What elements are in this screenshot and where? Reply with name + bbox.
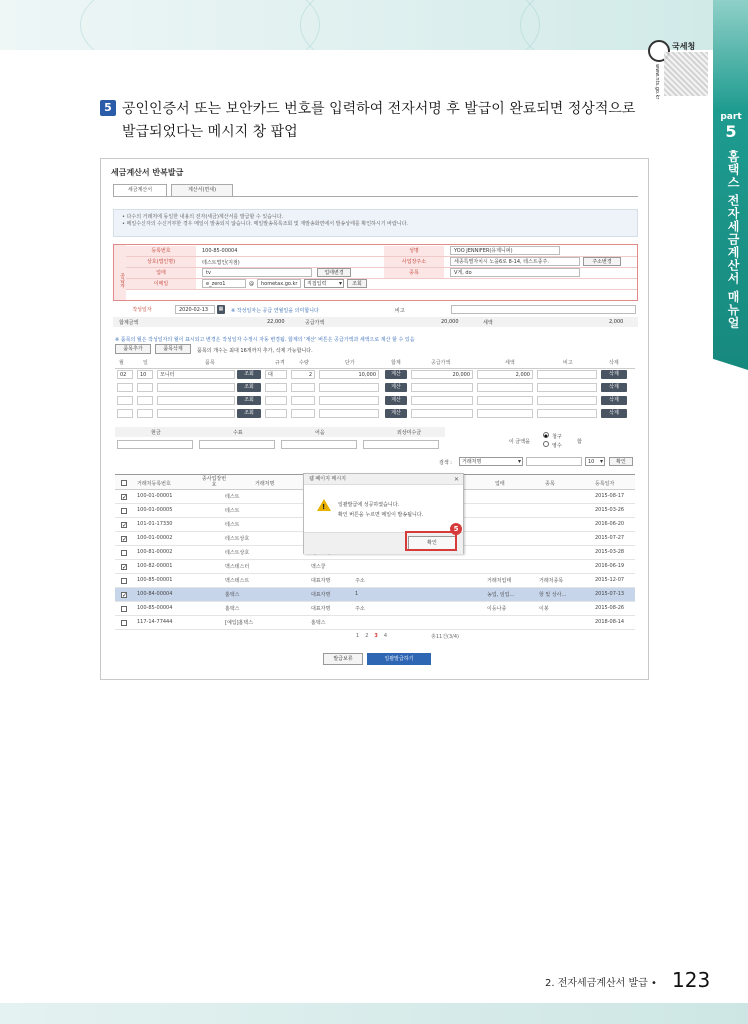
address-field[interactable]: 세종특별자치시 노을6로 8-14, 테스트종주. xyxy=(450,257,580,266)
tab-tax-invoice[interactable]: 세금계산서 xyxy=(113,184,167,196)
decor-ring xyxy=(80,0,320,50)
ok-button-highlight xyxy=(405,531,457,551)
col-sum: 합계 xyxy=(391,360,401,366)
row-checkbox[interactable] xyxy=(121,606,127,612)
total-label: 합계금액 xyxy=(119,320,139,326)
partner-list-row[interactable] xyxy=(115,616,635,630)
add-item-button[interactable]: 품목추가 xyxy=(115,344,151,354)
page-link[interactable]: 3 xyxy=(374,633,378,639)
col-tax: 세액 xyxy=(505,360,515,366)
partner-name: 홈택스 xyxy=(225,606,240,612)
partner-business-item: 거래처종목 xyxy=(539,578,564,584)
change-business-type-button[interactable]: 업태변경 xyxy=(317,268,351,277)
qr-code-icon xyxy=(664,52,708,96)
brand-url: www.nts.go.kr xyxy=(654,64,660,100)
partner-reg-number: 100-84-00004 xyxy=(137,591,173,597)
footer-bullet: • xyxy=(651,978,657,989)
dialog-title: 웹 페이지 메시지 xyxy=(304,474,463,485)
delete-item-button[interactable]: 품목삭제 xyxy=(155,344,191,354)
remark-label: 비고 xyxy=(395,308,405,314)
partner-registered-date: 2018-08-14 xyxy=(595,619,625,625)
totals-row xyxy=(113,317,638,327)
item-name-field[interactable] xyxy=(157,396,235,405)
partner-registered-date: 2016-06-19 xyxy=(595,563,625,569)
screenshot-frame xyxy=(100,158,649,680)
business-type-field[interactable]: tv xyxy=(202,268,312,277)
partner-ceo: 맥스쿵 xyxy=(311,564,326,570)
row-checkbox[interactable]: ✓ xyxy=(122,536,128,543)
search-confirm-button[interactable]: 확인 xyxy=(609,457,633,466)
receivable-field[interactable] xyxy=(363,440,439,449)
brand-label: 국세청 xyxy=(672,42,696,51)
search-field-select[interactable]: 거래처명 ▾ xyxy=(459,457,523,466)
item-lookup-button[interactable]: 조회 xyxy=(237,370,261,379)
item-delete-button[interactable]: 삭제 xyxy=(601,370,627,379)
check-label: 수표 xyxy=(233,430,243,436)
note-label: 어음 xyxy=(315,430,325,436)
items-limit-note: 품목의 개수는 최대 16개까지 추가, 삭제 가능합니다. xyxy=(197,348,313,354)
col-remark: 비고 xyxy=(563,360,573,366)
col-delete: 삭제 xyxy=(609,360,619,366)
page-link[interactable]: 2 xyxy=(365,633,369,639)
date-note: ※ 작성일자는 공급 연월일을 의미합니다 xyxy=(231,308,319,314)
email-label: 이메일 xyxy=(126,279,196,289)
claim-radio[interactable]: ● xyxy=(544,433,548,438)
claim-label: 청구 xyxy=(552,434,562,440)
item-calc-button[interactable]: 계산 xyxy=(385,396,407,405)
partner-ceo: 대표자명 xyxy=(311,578,331,584)
partner-reg-number: 100-85-00001 xyxy=(137,577,173,583)
item-spec-field[interactable] xyxy=(265,383,287,392)
page-size-select[interactable]: 10 ▾ xyxy=(585,457,605,466)
partner-name: 홈택스 xyxy=(225,592,240,598)
name-label: 성명 xyxy=(384,246,444,256)
partner-business-item: 항 및 상사… xyxy=(539,592,567,598)
qr-brand-block xyxy=(648,40,710,98)
partner-list-row[interactable] xyxy=(115,588,635,602)
cash-label: 현금 xyxy=(151,430,161,436)
reg-number-value: 100-85-00004 xyxy=(202,248,238,254)
email-lookup-button[interactable]: 조회 xyxy=(347,279,367,288)
col-registered-date: 등록일자 xyxy=(595,481,615,487)
side-title: 홈택스 전자세금계산서 매뉴얼 xyxy=(726,150,740,330)
col-qty: 수량 xyxy=(299,360,309,366)
name-field[interactable]: YOO JENNIFER(유제니퍼) xyxy=(450,246,560,255)
item-lookup-button[interactable]: 조회 xyxy=(237,396,261,405)
partner-reg-number: 100-82-00001 xyxy=(137,563,173,569)
row-checkbox[interactable]: ✓ xyxy=(122,592,128,599)
dialog-message xyxy=(338,500,458,520)
notice-line: • 다수의 거래처에 동일한 내용의 전자(세금)계산서를 발급할 수 있습니다. xyxy=(122,214,284,220)
note-field[interactable] xyxy=(281,440,357,449)
item-lookup-button[interactable]: 조회 xyxy=(237,383,261,392)
partner-reg-number: 100-85-00004 xyxy=(137,605,173,611)
supplier-section xyxy=(113,244,638,301)
partner-name: 테스트 xyxy=(225,508,240,514)
company-value: 테스트법인(지점) xyxy=(202,260,240,266)
row-checkbox[interactable]: ✓ xyxy=(122,564,128,571)
item-spec-field[interactable] xyxy=(265,396,287,405)
pager-total: 총11건(3/4) xyxy=(431,634,459,640)
footer-section-title xyxy=(545,974,657,989)
partner-reg-number: 101-01-17330 xyxy=(137,521,173,527)
partner-registered-date: 2015-12-07 xyxy=(595,577,625,583)
item-delete-button[interactable]: 삭제 xyxy=(601,409,627,418)
partner-business-type: 거래처업태 xyxy=(487,578,512,584)
partner-reg-number: 117-14-77444 xyxy=(137,619,173,625)
supply-value: 20,000 xyxy=(441,319,459,325)
partner-registered-date: 2015-03-26 xyxy=(595,507,625,513)
col-business-type: 업태 xyxy=(495,481,505,487)
item-remark-field[interactable] xyxy=(537,370,597,379)
receipt-label: 영수 xyxy=(552,443,562,449)
partner-registered-date: 2015-03-28 xyxy=(595,549,625,555)
partner-address: 주소 xyxy=(355,578,365,584)
amount-suffix: 함 xyxy=(577,439,582,445)
item-calc-button[interactable]: 계산 xyxy=(385,370,407,379)
pagination xyxy=(356,633,393,639)
item-supply-field[interactable] xyxy=(411,383,473,392)
partner-name: 테스트상호 xyxy=(225,536,250,542)
step-description: 공인인증서 또는 보안카드 번호를 입력하여 전자서명 후 발급이 완료되면 정상적으로 발급되었다는 메시지 창 팝업 xyxy=(122,101,636,140)
partner-name: [예입]홈택스 xyxy=(225,620,254,626)
item-spec-field[interactable] xyxy=(265,409,287,418)
partner-business-item: 이봉 xyxy=(539,606,549,612)
check-field[interactable] xyxy=(199,440,275,449)
item-month-field[interactable] xyxy=(117,409,133,418)
partner-business-type: 이등나종 xyxy=(487,606,507,612)
partner-reg-number: 100-81-00002 xyxy=(137,549,173,555)
item-qty-field[interactable] xyxy=(291,396,315,405)
total-value: 22,000 xyxy=(267,319,285,325)
business-type-label: 업태 xyxy=(126,268,196,278)
warning-mark: ! xyxy=(322,503,326,511)
page-link[interactable]: 1 xyxy=(356,633,360,639)
tab-tax-free-invoice[interactable]: 계산서(면세) xyxy=(171,184,233,196)
item-qty-field[interactable] xyxy=(291,409,315,418)
receivable-label: 외상미수금 xyxy=(397,430,422,436)
item-name-field[interactable] xyxy=(157,383,235,392)
item-tax-field[interactable] xyxy=(477,396,533,405)
partner-reg-number: 100-01-00001 xyxy=(137,493,173,499)
partner-registered-date: 2015-07-13 xyxy=(595,591,625,597)
item-label: 종목 xyxy=(384,268,444,278)
supplier-side-label: 공급자 xyxy=(114,245,126,300)
select-all-checkbox[interactable] xyxy=(121,480,127,486)
item-calc-button[interactable]: 계산 xyxy=(385,409,407,418)
bulk-issue-button[interactable]: 일괄발급하기 xyxy=(367,653,431,665)
tab-underline xyxy=(113,196,638,197)
partner-registered-date: 2015-08-26 xyxy=(595,605,625,611)
item-delete-button[interactable]: 삭제 xyxy=(601,383,627,392)
partner-ceo: 대표자명 xyxy=(311,592,331,598)
item-day-field[interactable] xyxy=(137,383,153,392)
item-month-field[interactable] xyxy=(117,383,133,392)
search-label: 검색 : xyxy=(439,460,452,466)
item-grid-header xyxy=(115,359,635,369)
page-number: 123 xyxy=(672,968,711,992)
notice-box xyxy=(113,209,638,237)
address-label: 사업장주소 xyxy=(384,257,444,267)
col-price: 단가 xyxy=(345,360,355,366)
calendar-icon[interactable]: ▦ xyxy=(218,306,224,312)
col-partner-name: 거래처명 xyxy=(255,481,275,487)
col-partner-reg: 거래처등록번호 xyxy=(137,481,171,487)
col-item: 품목 xyxy=(205,360,215,366)
partner-list-row[interactable] xyxy=(115,602,635,616)
item-qty-field[interactable]: 2 xyxy=(291,370,315,379)
date-field[interactable]: 2020-02-13 xyxy=(175,305,215,314)
item-spec-field[interactable]: 대 xyxy=(265,370,287,379)
item-calc-button[interactable]: 계산 xyxy=(385,383,407,392)
tax-label: 세액 xyxy=(483,320,493,326)
item-name-field[interactable]: 모니터 xyxy=(157,370,235,379)
item-field[interactable]: V게, do xyxy=(450,268,580,277)
item-month-field[interactable] xyxy=(117,396,133,405)
hold-issue-button[interactable]: 발급보류 xyxy=(323,653,363,665)
partner-name: 테스트 xyxy=(225,494,240,500)
item-supply-field[interactable]: 20,000 xyxy=(411,370,473,379)
item-price-field[interactable] xyxy=(319,409,379,418)
partner-registered-date: 2015-07-27 xyxy=(595,535,625,541)
email-domain-field[interactable]: hometax.go.kr xyxy=(257,279,301,288)
payment-header-row xyxy=(115,427,445,437)
email-at-sign: @ xyxy=(249,281,254,287)
partner-address: 1 xyxy=(355,591,359,597)
col-day: 일 xyxy=(143,360,148,366)
callout-number: 5 xyxy=(450,523,462,535)
item-remark-field[interactable] xyxy=(537,396,597,405)
row-checkbox[interactable]: ✓ xyxy=(122,522,128,529)
item-month-field[interactable]: 02 xyxy=(117,370,133,379)
cash-field[interactable] xyxy=(117,440,193,449)
item-supply-field[interactable] xyxy=(411,396,473,405)
item-lookup-button[interactable]: 조회 xyxy=(237,409,261,418)
item-delete-button[interactable]: 삭제 xyxy=(601,396,627,405)
partner-name: 테스트상호 xyxy=(225,550,250,556)
reg-number-label: 등록번호 xyxy=(126,246,196,256)
remark-field[interactable] xyxy=(451,305,636,314)
search-input[interactable] xyxy=(526,457,582,466)
item-remark-field[interactable] xyxy=(537,383,597,392)
date-label: 작성일자 xyxy=(113,305,171,315)
dialog-line: 일괄발급에 성공하였습니다. xyxy=(338,502,400,508)
item-price-field[interactable]: 10,000 xyxy=(319,370,379,379)
partner-list-row[interactable] xyxy=(115,560,635,574)
item-name-field[interactable] xyxy=(157,409,235,418)
item-tax-field[interactable]: 2,000 xyxy=(477,370,533,379)
footer-title: 2. 전자세금계산서 발급 xyxy=(545,978,648,989)
dialog-ok-button[interactable]: 확인 xyxy=(408,536,456,550)
supply-label: 공급가액 xyxy=(305,320,325,326)
row-divider xyxy=(126,289,637,290)
item-day-field[interactable]: 10 xyxy=(137,370,153,379)
partner-ceo: 대표자명 xyxy=(311,606,331,612)
part-number: 5 xyxy=(725,122,737,141)
close-icon[interactable]: ✕ xyxy=(453,476,459,483)
item-supply-field[interactable] xyxy=(411,409,473,418)
tax-value: 2,000 xyxy=(609,319,624,325)
partner-name: 맥스테스터 xyxy=(225,564,250,570)
page-link[interactable]: 4 xyxy=(383,633,388,639)
item-day-field[interactable] xyxy=(137,409,153,418)
item-day-field[interactable] xyxy=(137,396,153,405)
col-branch-no: 종사업장번호 xyxy=(201,476,227,488)
decor-ring xyxy=(300,0,540,50)
item-tax-field[interactable] xyxy=(477,409,533,418)
notice-line: • 메일수신자의 수신거부한 경우 메일이 발송되지 않습니다. 메일발송목록조회 및 재발송화면에서 발송상태를 확인하시기 바랍니다. xyxy=(122,221,409,227)
receipt-radio[interactable] xyxy=(543,441,549,447)
row-checkbox[interactable] xyxy=(121,508,127,514)
partner-reg-number: 100-01-00005 xyxy=(137,507,173,513)
row-checkbox[interactable] xyxy=(121,550,127,556)
item-remark-field[interactable] xyxy=(537,409,597,418)
row-checkbox[interactable] xyxy=(121,620,127,626)
top-decoration-band xyxy=(0,0,748,50)
change-address-button[interactable]: 주소변경 xyxy=(583,257,621,266)
window-title: 세금계산서 반복발급 xyxy=(111,168,184,177)
items-note: ※ 품목의 월은 작성일자의 월이 표시되고 변경은 작성일자 수정시 자동 변경됨. 합계의 '계산' 버튼은 공급가액과 세액으로 계산 할 수 있음 xyxy=(115,337,415,343)
row-checkbox[interactable]: ✓ xyxy=(122,494,128,501)
partner-list-row[interactable] xyxy=(115,574,635,588)
col-supply: 공급가액 xyxy=(431,360,451,366)
partner-registered-date: 2015-08-17 xyxy=(595,493,625,499)
item-qty-field[interactable] xyxy=(291,383,315,392)
col-business-item: 종목 xyxy=(545,481,555,487)
partner-ceo: 홈택스 xyxy=(311,620,326,626)
partner-registered-date: 2016-06-20 xyxy=(595,521,625,527)
col-spec: 규격 xyxy=(275,360,285,366)
partner-business-type: 농업, 임업… xyxy=(487,592,515,598)
partner-name: 테스트 xyxy=(225,522,240,528)
partner-reg-number: 100-01-00002 xyxy=(137,535,173,541)
dialog-line: 확인 버튼을 누르면 메일이 발송됩니다. xyxy=(338,512,424,518)
step-number-badge: 5 xyxy=(100,100,116,116)
row-checkbox[interactable] xyxy=(121,578,127,584)
bottom-decoration-band xyxy=(0,1003,748,1024)
item-tax-field[interactable] xyxy=(477,383,533,392)
company-label: 상호(법인명) xyxy=(126,257,196,267)
col-month: 월 xyxy=(119,360,124,366)
amount-prefix: 이 금액을 xyxy=(509,439,530,445)
item-price-field[interactable] xyxy=(319,383,379,392)
email-user-field[interactable]: e_zero1 xyxy=(202,279,246,288)
partner-name: 맥스테스트 xyxy=(225,578,250,584)
item-price-field[interactable] xyxy=(319,396,379,405)
part-label: part xyxy=(720,112,742,122)
partner-address: 주소 xyxy=(355,606,365,612)
email-domain-select[interactable]: 직접입력 ▾ xyxy=(304,279,344,288)
